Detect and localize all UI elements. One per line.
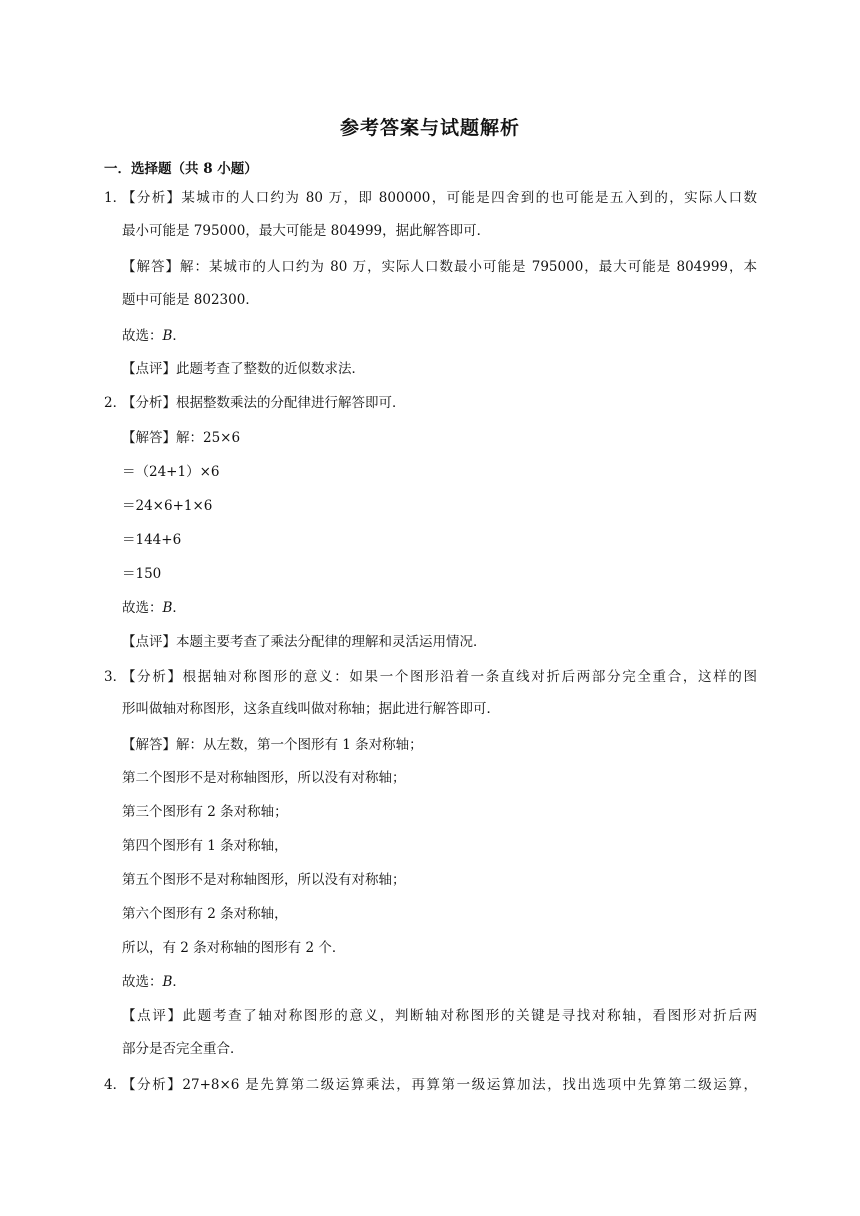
comment-tag: 【点评】 xyxy=(122,1008,183,1024)
q2-answer-line xyxy=(122,428,757,448)
q3-comment-line-2: 部分是否完全重合． xyxy=(122,1041,244,1057)
choice-prefix: 故选： xyxy=(122,600,163,616)
choice-prefix: 故选： xyxy=(122,974,163,990)
q2-step-1: ＝（24+1）×6 xyxy=(122,464,220,480)
q3-comment xyxy=(122,1006,757,1026)
q3-answer-line-2: 第二个图形不是对称轴图形，所以没有对称轴； xyxy=(122,770,406,786)
q3-analysis-line-2: 形叫做轴对称图形，这条直线叫做对称轴；据此进行解答即可． xyxy=(122,701,500,717)
comment-text: 此题考查了轴对称图形的意义，判断轴对称图形的关键是寻找对称轴，看图形对折后两 xyxy=(182,1008,758,1024)
q1-comment xyxy=(122,359,757,379)
answer-text: 解：25×6 xyxy=(176,430,241,446)
q3-analysis-line xyxy=(122,667,757,687)
choice-prefix: 故选： xyxy=(122,328,163,344)
q2-step-2: ＝24×6+1×6 xyxy=(122,498,213,514)
choice-letter: B xyxy=(162,600,173,616)
choice-suffix: ． xyxy=(172,974,186,990)
answer-text: 解：某城市的人口约为 80 万，实际人口数最小可能是 795000，最大可能是 804999，本 xyxy=(179,259,758,275)
q2-step-3: ＝144+6 xyxy=(122,532,182,548)
analysis-tag: 【分析】 xyxy=(122,395,176,411)
q1-analysis-line-2: 最小可能是 795000，最大可能是 804999，据此解答即可． xyxy=(122,223,491,239)
analysis-text: 27+8×6 是先算第二级运算乘法，再算第一级运算加法，找出选项中先算第二级运算， xyxy=(182,1077,758,1093)
analysis-tag: 【分析】 xyxy=(122,669,183,685)
comment-text: 本题主要考查了乘法分配律的理解和灵活运用情况． xyxy=(176,634,487,650)
answer-tag: 【解答】 xyxy=(122,259,180,275)
q2-analysis-line xyxy=(122,393,757,413)
q4-analysis-line xyxy=(122,1075,757,1095)
comment-tag: 【点评】 xyxy=(122,634,176,650)
question-number: 2． xyxy=(104,395,127,411)
analysis-tag: 【分析】 xyxy=(122,1077,183,1093)
q2-comment xyxy=(122,632,757,652)
q3-answer-line-6: 第六个图形有 2 条对称轴， xyxy=(122,906,288,922)
analysis-text: 根据轴对称图形的意义：如果一个图形沿着一条直线对折后两部分完全重合，这样的图 xyxy=(182,669,758,685)
q3-answer-line-4: 第四个图形有 1 条对称轴， xyxy=(122,838,288,854)
q1-analysis-line xyxy=(122,188,757,208)
answer-text: 解：从左数，第一个图形有 1 条对称轴； xyxy=(176,737,423,753)
q1-choice xyxy=(122,326,757,346)
comment-tag: 【点评】 xyxy=(122,361,176,377)
answer-tag: 【解答】 xyxy=(122,430,176,446)
comment-text: 此题考查了整数的近似数求法． xyxy=(176,361,365,377)
page-title: 参考答案与试题解析 xyxy=(339,117,520,139)
answer-tag: 【解答】 xyxy=(122,737,176,753)
analysis-text: 某城市的人口约为 80 万，即 800000，可能是四舍到的也可能是五入到的，实际人口数 xyxy=(181,190,757,206)
analysis-tag: 【分析】 xyxy=(122,190,182,206)
choice-letter: B xyxy=(162,328,173,344)
q3-choice xyxy=(122,972,757,992)
q2-step-4: ＝150 xyxy=(122,566,162,582)
analysis-text: 根据整数乘法的分配律进行解答即可． xyxy=(176,395,406,411)
q3-answer-line xyxy=(122,735,757,755)
q3-answer-line-5: 第五个图形不是对称轴图形，所以没有对称轴； xyxy=(122,872,406,888)
question-number: 3． xyxy=(104,669,127,685)
question-number: 1． xyxy=(104,190,127,206)
q1-answer-line-2: 题中可能是 802300． xyxy=(122,292,259,308)
choice-suffix: ． xyxy=(172,600,186,616)
q3-answer-line-7: 所以，有 2 条对称轴的图形有 2 个． xyxy=(122,940,346,956)
choice-letter: B xyxy=(162,974,173,990)
choice-suffix: ． xyxy=(172,328,186,344)
q2-choice xyxy=(122,598,757,618)
question-number: 4． xyxy=(104,1077,127,1093)
q3-answer-line-3: 第三个图形有 2 条对称轴； xyxy=(122,804,288,820)
q1-answer-line xyxy=(122,257,757,277)
section-heading: 一．选择题（共 8 小题） xyxy=(104,161,258,177)
